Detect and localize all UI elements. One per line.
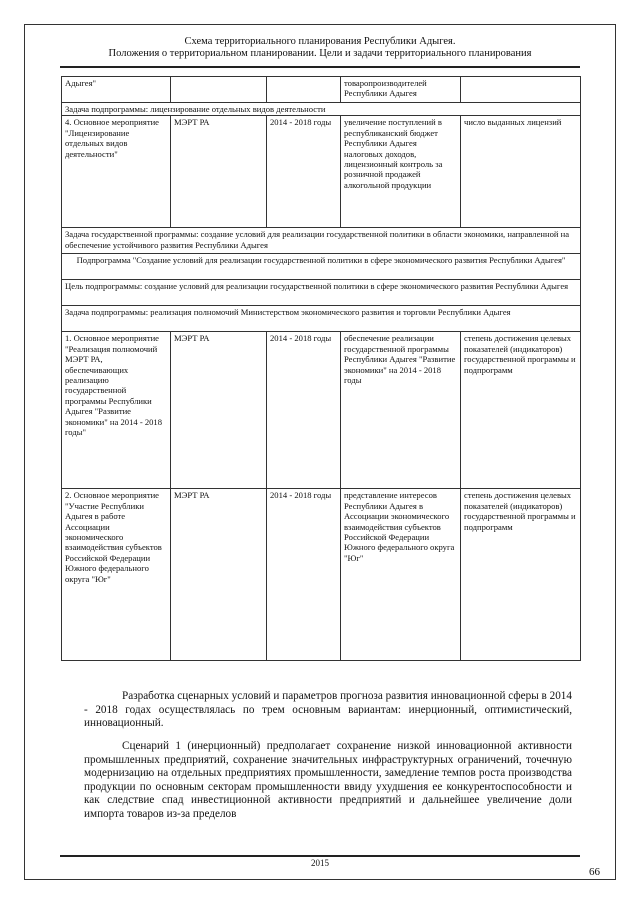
table-cell: Адыгея" <box>62 77 171 103</box>
subprogram-task: Задача подпрограммы: реализация полномочий Министерством экономического развития и торговли Республики Адыгея <box>62 306 581 332</box>
table-cell: 4. Основное мероприятие "Лицензирование отдельных видов деятельности" <box>62 116 171 228</box>
paragraph-scenarios: Разработка сценарных условий и параметров прогноза развития инновационной сферы в 2014 - 2018 годах осуществлялась по трем основным вариантам: инерционный, оптимистический, инновационный. <box>84 690 572 730</box>
table-cell <box>267 77 341 103</box>
table-row <box>62 103 581 116</box>
table-cell <box>171 77 267 103</box>
table-cell: МЭРТ РА <box>171 332 267 489</box>
footer-divider <box>60 855 580 857</box>
table-row <box>62 306 581 332</box>
table-cell: увеличение поступлений в республиканский бюджет Республики Адыгея налоговых доходов, лицензионный контроль за розничной продажей алкогольной продукции <box>341 116 461 228</box>
table-row <box>62 332 581 489</box>
table-cell: степень достижения целевых показателей (индикаторов) государственной программы и подпрограмм <box>461 489 581 661</box>
table-row <box>62 254 581 280</box>
task-state-program: Задача государственной программы: создание условий для реализации государственной политики в области экономики, направленной на обеспечение устойчивого развития Республики Адыгея <box>62 228 581 254</box>
table-row <box>62 280 581 306</box>
subprogram-title: Подпрограмма "Создание условий для реализации государственной политики в сфере экономического развития Республики Адыгея" <box>62 254 581 280</box>
table-cell: 2014 - 2018 годы <box>267 332 341 489</box>
table-cell: 2. Основное мероприятие "Участие Республики Адыгея в работе Ассоциации экономического взаимодействия субъектов Российской Федерации Южного федерального округа "Юг" <box>62 489 171 661</box>
task-licensing: Задача подпрограммы: лицензирование отдельных видов деятельности <box>62 103 581 116</box>
table-cell: 2014 - 2018 годы <box>267 489 341 661</box>
header-divider <box>60 66 580 68</box>
footer-year: 2015 <box>311 858 329 868</box>
table-cell: 1. Основное мероприятие "Реализация полномочий МЭРТ РА, обеспечивающих реализацию государственной программы Республики Адыгея "Развитие экономики" на 2014 - 2018 годы" <box>62 332 171 489</box>
subprogram-goal: Цель подпрограммы: создание условий для реализации государственной политики в сфере экономического развития Республики Адыгея <box>62 280 581 306</box>
page-number: 66 <box>589 866 600 878</box>
table-cell: степень достижения целевых показателей (индикаторов) государственной программы и подпрограмм <box>461 332 581 489</box>
table-cell: МЭРТ РА <box>171 489 267 661</box>
document-header <box>60 36 580 60</box>
program-table <box>61 76 581 661</box>
table-cell: 2014 - 2018 годы <box>267 116 341 228</box>
header-subtitle: Положения о территориальном планировании. Цели и задачи территориального планирования <box>108 48 532 59</box>
table-cell: обеспечение реализации государственной программы Республики Адыгея "Развитие экономики" на 2014 - 2018 годы <box>341 332 461 489</box>
table-row <box>62 116 581 228</box>
table-row <box>62 228 581 254</box>
table-row <box>62 489 581 661</box>
table-cell: представление интересов Республики Адыгея в Ассоциации экономического взаимодействия субъектов Российской Федерации Южного федерального округа "Юг" <box>341 489 461 661</box>
paragraph-scenario-1: Сценарий 1 (инерционный) предполагает сохранение низкой инновационной активности промышленных предприятий, сохранение значительных инфраструктурных ограничений, точечную модернизацию на отдельных предприятиях промышленности, замедление темпов роста производства продукции по основным секторам промышленности ввиду ухудшения ее конкурентоспособности и как следствие спад инвестиционной активности предприятий и дальнейшее увеличение доли импорта товаров из-за пределов <box>84 740 572 820</box>
table-cell: товаропроизводителей Республики Адыгея <box>341 77 461 103</box>
table-cell: МЭРТ РА <box>171 116 267 228</box>
table-row <box>62 77 581 103</box>
table-cell: число выданных лицензий <box>461 116 581 228</box>
header-title: Схема территориального планирования Республики Адыгея. <box>184 36 456 47</box>
table-cell <box>461 77 581 103</box>
